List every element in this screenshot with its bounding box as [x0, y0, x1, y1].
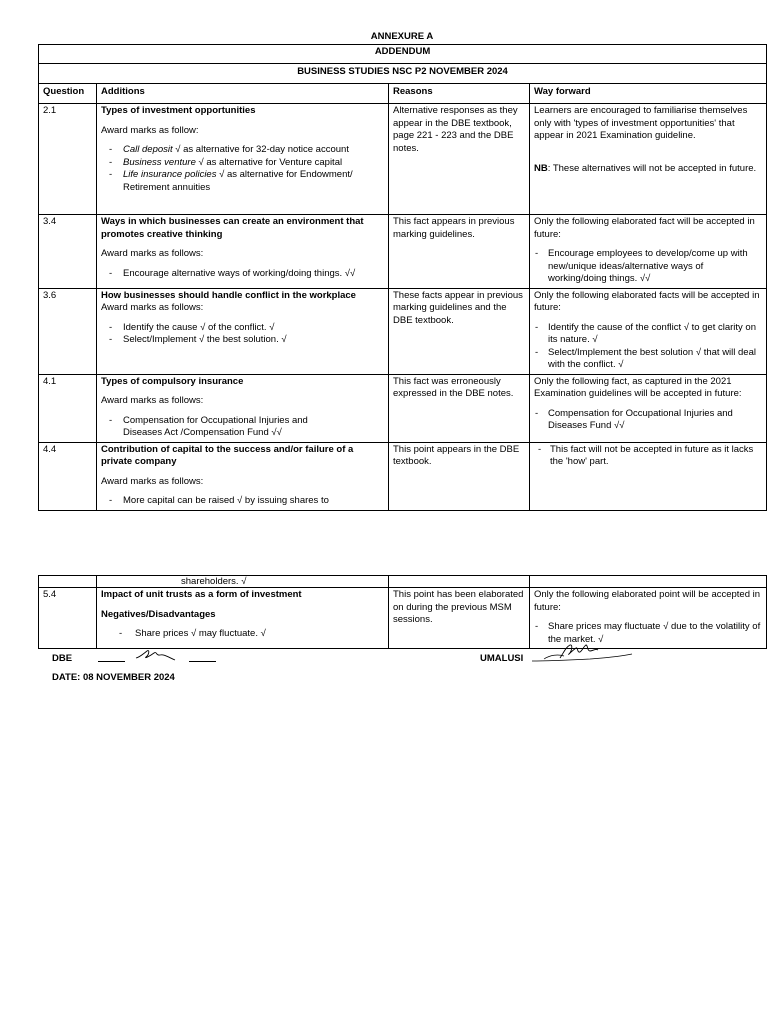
- question-number: 4.4: [39, 442, 97, 510]
- reasons-cell: Alternative responses as they appear in the DBE textbook, page 221 - 223 and the DBE notes.: [389, 104, 530, 215]
- additions-list: [101, 322, 384, 347]
- list-item: - Share prices √ may fluctuate. √: [119, 628, 266, 639]
- additions-title: Types of investment opportunities: [101, 105, 256, 116]
- way-forward-list: [534, 444, 762, 469]
- umalusi-signature: [530, 642, 634, 666]
- header-question: Question: [39, 84, 97, 104]
- way-forward-cell: [530, 588, 767, 649]
- additions-title: How businesses should handle conflict in the workplace: [101, 289, 356, 301]
- award-text: Award marks as follows:: [101, 248, 204, 259]
- table-row: [39, 588, 767, 649]
- additions-title: Ways in which businesses can create an environment that promotes creative thinking: [101, 216, 364, 240]
- way-forward-cell: [530, 215, 767, 289]
- list-item: - Share prices may fluctuate √ due to the volatility of the market. √: [535, 621, 761, 645]
- way-forward-text: Only the following elaborated facts will be accepted in future:: [534, 289, 760, 313]
- nb-note: NB: These alternatives will not be accepted in future.: [534, 162, 757, 174]
- date-line: DATE: 08 NOVEMBER 2024: [52, 672, 175, 683]
- addendum-table: [38, 44, 767, 511]
- way-forward-cell: [530, 374, 767, 442]
- additions-cell: [97, 288, 389, 374]
- reasons-cell: This fact was erroneously expressed in the DBE notes.: [389, 374, 530, 442]
- question-number: 3.4: [39, 215, 97, 289]
- question-number: 3.6: [39, 288, 97, 374]
- way-forward-text: Only the following elaborated fact will be accepted in future:: [534, 216, 755, 240]
- additions-cell: [97, 104, 389, 215]
- umalusi-label: UMALUSI: [480, 653, 524, 664]
- table-row: [39, 576, 767, 588]
- dbe-signature-line-left: [98, 661, 125, 662]
- list-item: - Select/Implement the best solution √ that will deal with the conflict. √: [535, 346, 756, 370]
- table-header-row: [39, 84, 767, 104]
- list-item: - Select/Implement √ the best solution. √: [109, 334, 287, 345]
- way-forward-text: Only the following elaborated point will be accepted in future:: [534, 589, 761, 613]
- question-number: 4.1: [39, 374, 97, 442]
- continuation-text: shareholders. √: [97, 576, 389, 588]
- header-reasons: Reasons: [389, 84, 530, 104]
- list-item: - Encourage employees to develop/come up with new/unique ideas/alternative ways of working/doing things. √√: [535, 248, 748, 284]
- list-item: - Call deposit √ as alternative for 32-day notice account: [109, 144, 349, 155]
- additions-list: [101, 628, 384, 641]
- list-item: - Life insurance policies √ as alternative for Endowment/ Retirement annuities: [109, 169, 353, 193]
- award-text: Award marks as follow:: [101, 124, 199, 136]
- list-item: - This fact will not be accepted in future as it lacks the 'how' part.: [538, 443, 754, 467]
- additions-list: [101, 144, 384, 194]
- additions-cell: [97, 442, 389, 510]
- way-forward-text: Learners are encouraged to familiarise themselves only with 'types of investment opportunities' that appear in 2021 Examination guideline.: [534, 105, 748, 141]
- list-item: - Encourage alternative ways of working/doing things. √√: [109, 267, 356, 279]
- subject-title: BUSINESS STUDIES NSC P2 NOVEMBER 2024: [39, 64, 767, 84]
- reasons-cell: This point has been elaborated on during the previous MSM sessions.: [389, 588, 530, 649]
- additions-title: Impact of unit trusts as a form of investment: [101, 589, 302, 600]
- header-additions: Additions: [97, 84, 389, 104]
- additions-list: [101, 415, 384, 440]
- table-row: [39, 215, 767, 289]
- table-row: [39, 374, 767, 442]
- header-way-forward: Way forward: [530, 84, 767, 104]
- additions-list: [101, 268, 384, 281]
- list-item: - Compensation for Occupational Injuries and Diseases Fund √√: [535, 407, 733, 431]
- list-item: - Identify the cause √ of the conflict. √: [109, 321, 275, 333]
- award-text: Award marks as follows:: [101, 302, 204, 313]
- dbe-label: DBE: [52, 653, 73, 664]
- list-item: - More capital can be raised √ by issuing shares to: [109, 495, 329, 506]
- additions-title: Contribution of capital to the success and/or failure of a private company: [101, 443, 354, 467]
- additions-cell: [97, 374, 389, 442]
- table-row: [39, 288, 767, 374]
- list-item: - Business venture √ as alternative for Venture capital: [109, 156, 343, 168]
- reasons-cell: This point appears in the DBE textbook.: [389, 442, 530, 510]
- additions-list: [101, 495, 384, 508]
- additions-subtitle: Negatives/Disadvantages: [101, 608, 216, 620]
- additions-cell: [97, 588, 389, 649]
- dbe-signature-line-right: [189, 661, 216, 662]
- reasons-cell: These facts appear in previous marking guidelines and the DBE textbook.: [389, 288, 530, 374]
- list-item: - Identify the cause of the conflict √ to get clarity on its nature. √: [535, 321, 756, 345]
- award-text: Award marks as follows:: [101, 475, 204, 487]
- dbe-signature: [134, 645, 178, 665]
- way-forward-text: Only the following fact, as captured in the 2021 Examination guidelines will be accepted in future:: [534, 375, 742, 399]
- way-forward-list: [534, 248, 762, 286]
- way-forward-list: [534, 322, 762, 372]
- list-item: - Compensation for Occupational Injuries and Diseases Act /Compensation Fund √√: [109, 414, 308, 438]
- table-row: [39, 104, 767, 215]
- table-row: [39, 442, 767, 510]
- addendum-table-continued: [38, 575, 767, 649]
- question-number: 2.1: [39, 104, 97, 215]
- way-forward-list: [534, 408, 762, 433]
- question-number: 5.4: [39, 588, 97, 649]
- reasons-cell: This fact appears in previous marking guidelines.: [389, 215, 530, 289]
- additions-title: Types of compulsory insurance: [101, 375, 244, 387]
- award-text: Award marks as follows:: [101, 395, 204, 406]
- addendum-label: ADDENDUM: [39, 45, 767, 64]
- way-forward-cell: [530, 104, 767, 215]
- way-forward-cell: [530, 442, 767, 510]
- additions-cell: [97, 215, 389, 289]
- annexure-label: ANNEXURE A: [370, 31, 434, 42]
- way-forward-cell: [530, 288, 767, 374]
